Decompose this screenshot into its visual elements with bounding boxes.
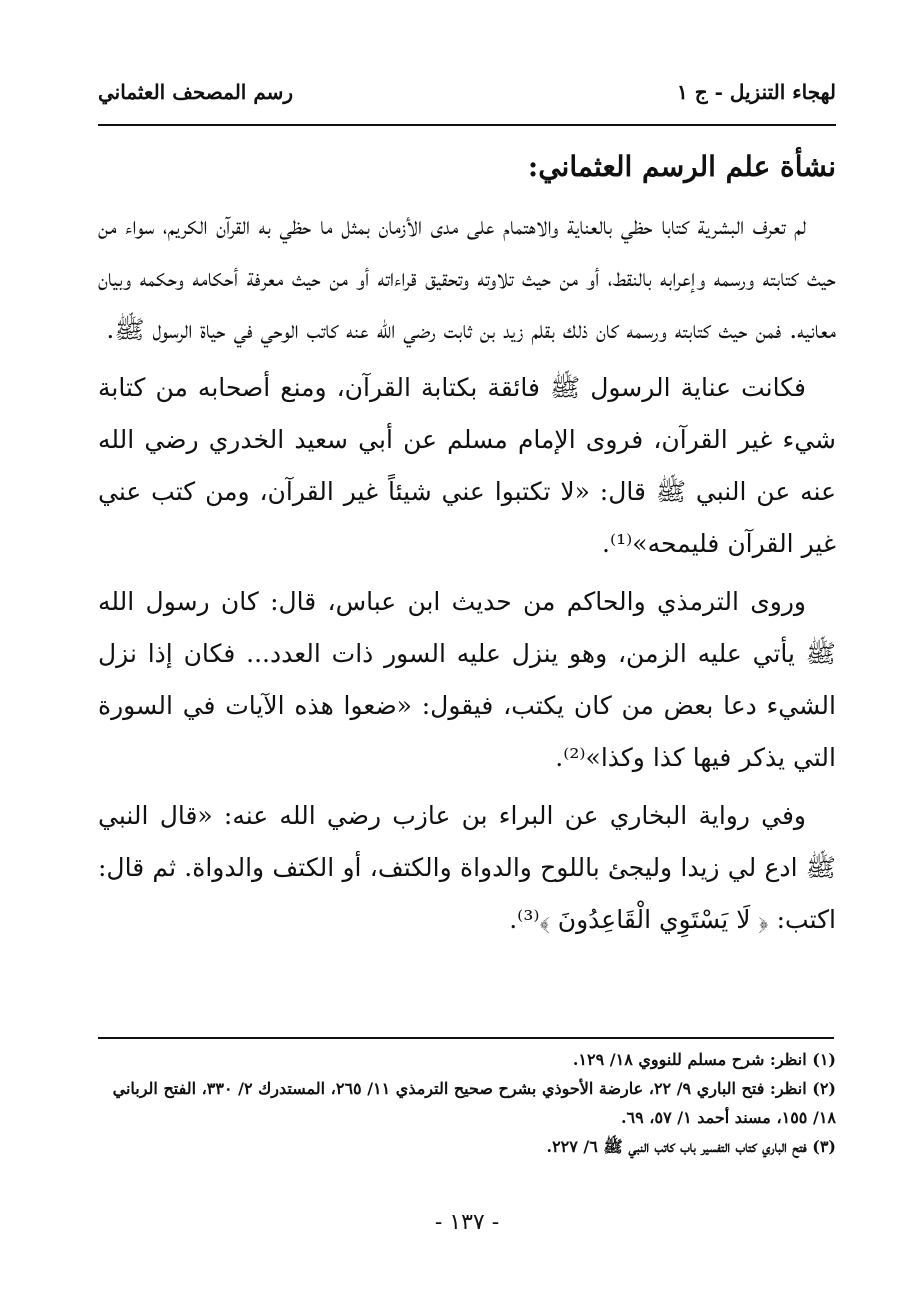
footnote: (١) انظر: شرح مسلم للنووي ١٨/ ١٢٩. <box>572 1050 836 1069</box>
body-text <box>98 200 836 952</box>
section-heading: نشأة علم الرسم العثماني: <box>527 150 836 183</box>
footnote: (٣) فتح الباري كتاب التفسير باب كاتب النبي ﷺ ٦/ ٢٢٧. <box>546 1137 836 1156</box>
chapter-title: رسم المصحف العثماني <box>98 80 294 104</box>
paragraph: لم تعرف البشرية كتابا حظي بالعناية والاهتمام على مدى الأزمان بمثل ما حظي به القرآن الكريم، سواء من حيث كتابته ورسمه وإعرابه بالنقط، أو من حيث تلاوته وتحقيق قراءاته أو من حيث معرفة أحكامه وحكمه وبيان معانيه. فمن حيث كتابته ورسمه كان ذلك بقلم زيد بن ثابت رضي الله عنه كاتب الوحي في حياة الرسول ﷺ. <box>98 211 836 344</box>
footnote-divider <box>98 1037 834 1039</box>
footnotes <box>98 1045 836 1161</box>
running-header <box>98 76 836 116</box>
page-number: - ١٣٧ - <box>434 1210 500 1235</box>
header-divider <box>98 124 836 126</box>
footnote: (٢) انظر: فتح الباري ٩/ ٢٢، عارضة الأحوذي بشرح صحيح الترمذي ١١/ ٢٦٥، المستدرك ٢/ ٣٣٠، الفتح الرباني ١٨/ ١٥٥، مسند أحمد ١/ ٥٧، ٦٩. <box>112 1079 836 1127</box>
paragraph: فكانت عناية الرسول ﷺ فائقة بكتابة القرآن، ومنع أصحابه من كتابة شيء غير القرآن، فروى الإمام مسلم عن أبي سعيد الخدري رضي الله عنه عن النبي ﷺ قال: «لا تكتبوا عني شيئاً غير القرآن، ومن كتب عني غير القرآن فليمحه»⁽¹⁾. <box>98 373 836 558</box>
paragraph: وفي رواية البخاري عن البراء بن عازب رضي الله عنه: «قال النبي ﷺ ادع لي زيدا وليجئ باللوح والدواة والكتف، أو الكتف والدواة. ثم قال: اكتب: ﴿ لَا يَسْتَوِي الْقَاعِدُونَ ﴾⁽³⁾. <box>98 801 836 934</box>
book-title: لهجاء التنزيل - ج ١ <box>676 80 836 104</box>
book-page <box>98 0 836 1311</box>
paragraph: وروى الترمذي والحاكم من حديث ابن عباس، قال: كان رسول الله ﷺ يأتي عليه الزمن، وهو ينزل عليه السور ذات العدد... فكان إذا نزل الشيء دعا بعض من كان يكتب، فيقول: «ضعوا هذه الآيات في السورة التي يذكر فيها كذا وكذا»⁽²⁾. <box>98 587 836 772</box>
